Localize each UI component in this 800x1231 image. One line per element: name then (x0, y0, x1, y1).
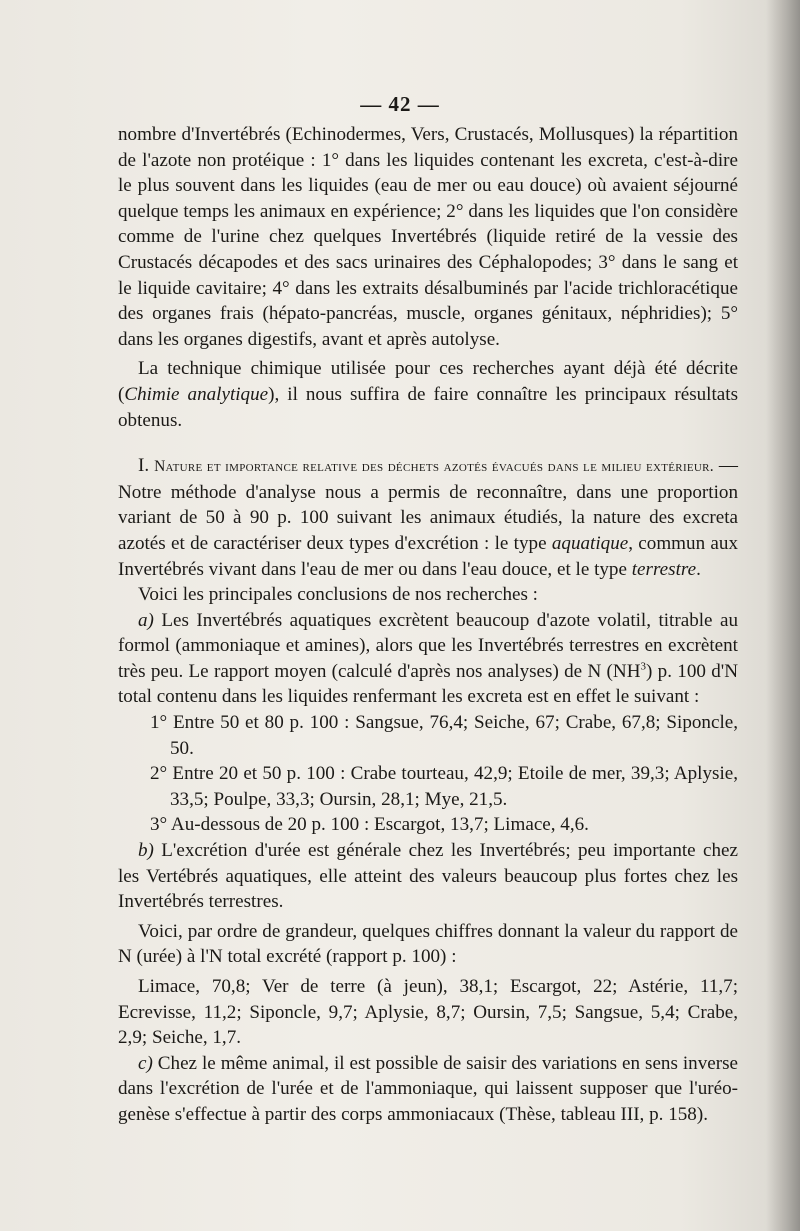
section-italic-terrestre: terrestre (631, 558, 697, 580)
section-text-3: . (696, 558, 701, 580)
paragraph-intro: nombre d'Invertébrés (Echinodermes, Vers, Crustacés, Mollusques) la répartition de l'azote non protéique : 1° dans les liquides contenant les excreta, c'est-à-dire le plus souvent dans les liquides (eau de mer ou eau douce) où avaient séjourné quelque temps les animaux en expérience; 2° dans les liquides que l'on considère comme de l'urine chez quelques Invertébrés (liquide retiré de la vessie des Crustacés décapodes et des sacs urinaires des Céphalopodes; 3° dans le sang et le liquide cavitaire; 4° dans les extraits désalbuminés par l'acide trichloracétique des organes frais (hépato-pancréas, muscle, organes génitaux, néphridies); 5° dans les organes digestifs, avant et après autolyse. (118, 124, 738, 350)
a-text-2: ) p. 100 d'N total contenu dans les liquides renfermant les excreta est en effet le suivant : (118, 660, 738, 708)
label-a: a) (138, 609, 154, 631)
section-italic-aquatique: aquatique (551, 532, 629, 554)
list-item-2: 2° Entre 20 et 50 p. 100 : Crabe tourteau, 42,9; Etoile de mer, 39,3; Aplysie, 33,5; Poulpe, 33,3; Oursin, 28,1; Mye, 21,5. (150, 763, 738, 810)
paragraph-a (118, 608, 738, 710)
section-one (118, 453, 738, 582)
paragraph-technique (118, 356, 738, 433)
paragraph-order: Voici, par ordre de grandeur, quelques chiffres donnant la valeur du rapport de N (urée) à l'N total excrété (rapport p. 100) : (118, 920, 738, 968)
paragraph-conclusions: Voici les principales conclusions de nos recherches : (138, 584, 538, 606)
technique-text-start: La technique chimique utilisée pour ces recherches ayant déjà été décrite ( (118, 358, 738, 405)
b-text: L'excrétion d'urée est générale chez les Invertébrés; peu importante chez les Vertébrés aquatiques, elle atteint des valeurs beaucoup plus fortes chez les Invertébrés terrestres. (118, 840, 738, 913)
technique-citation: Chimie analytique (124, 383, 269, 405)
paragraph-b (118, 838, 738, 915)
technique-text-end: ), il nous suffira de faire connaître les principaux résultats obtenus. (118, 383, 738, 431)
section-heading: Nature et importance relative des déchets azotés évacués dans le milieu extérieur. (154, 458, 714, 476)
page-body (118, 122, 738, 1128)
list-item-1: 1° Entre 50 et 80 p. 100 : Sangsue, 76,4; Seiche, 67; Crabe, 67,8; Siponcle, 50. (150, 712, 738, 759)
page-edge-shadow (766, 0, 800, 1231)
page-number: — 42 — (360, 92, 440, 116)
section-text-1: — Notre méthode d'analyse nous a permis de reconnaître, dans une proportion variant de 50 à 90 p. 100 suivant les animaux étudiés, la nature des excreta azotés et de caractériser deux types d'excrétion : le type (118, 455, 738, 554)
a-text-1: Les Invertébrés aquatiques excrètent beaucoup d'azote volatil, titrable au formol (ammoniaque et amines), alors que les Invertébrés terrestres en excrètent très peu. Le rapport moyen (calculé d'après nos analyses) de N (NH (118, 609, 738, 682)
paragraph-c (118, 1051, 738, 1128)
label-c: c) (138, 1052, 153, 1074)
section-text-2: , commun aux Invertébrés vivant dans l'eau de mer ou dans l'eau douce, et le type (118, 532, 738, 580)
list-item-3: 3° Au-dessous de 20 p. 100 : Escargot, 13,7; Limace, 4,6. (150, 814, 589, 836)
paragraph-values: Limace, 70,8; Ver de terre (à jeun), 38,1; Escargot, 22; Astérie, 11,7; Ecrevisse, 11,2; Siponcle, 9,7; Aplysie, 8,7; Oursin, 7,5; Sangsue, 5,4; Crabe, 2,9; Seiche, 1,7. (118, 976, 738, 1049)
c-text: Chez le même animal, il est possible de saisir des variations en sens inverse dans l'excrétion de l'urée et de l'ammoniaque, qui laissent supposer que l'uréo-genèse s'effectue à partir des corps ammoniacaux (Thèse, tableau III, p. 158). (118, 1052, 738, 1125)
label-b: b) (138, 840, 154, 862)
section-number: I. (138, 455, 150, 477)
a-superscript: 3 (640, 660, 646, 673)
